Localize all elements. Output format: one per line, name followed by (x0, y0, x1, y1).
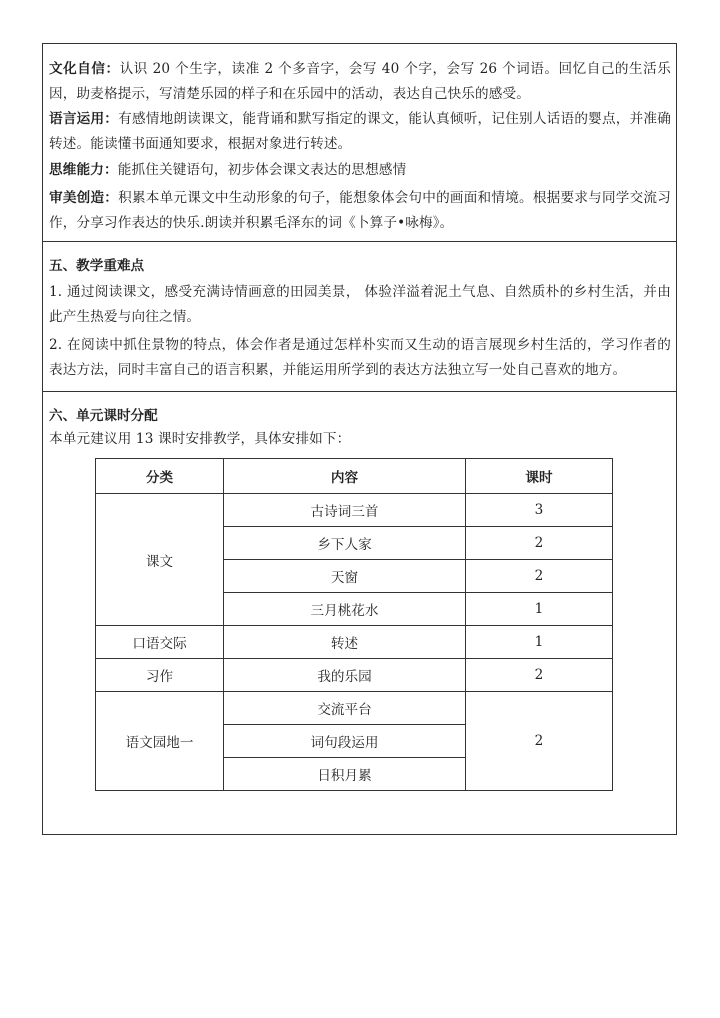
schedule-table (95, 458, 613, 791)
category-cell: 口语交际 (96, 626, 224, 659)
content-cell: 我的乐园 (224, 659, 466, 692)
category-cell: 语文园地一 (96, 692, 224, 791)
hours-cell: 2 (466, 560, 613, 593)
hours-cell: 1 (466, 593, 613, 626)
table-row (96, 626, 613, 659)
header-category: 分类 (96, 459, 224, 494)
key-points-heading: 五、教学重难点 (49, 258, 145, 274)
key-points-section (43, 242, 676, 392)
document-frame (42, 43, 677, 835)
hours-cell: 2 (466, 527, 613, 560)
table-row (96, 494, 613, 527)
content-cell: 乡下人家 (224, 527, 466, 560)
schedule-intro: 本单元建议用 13 课时安排教学，具体安排如下： (49, 431, 351, 447)
content-cell: 三月桃花水 (224, 593, 466, 626)
content-cell: 转述 (224, 626, 466, 659)
key-point-1: 1. 通过阅读课文，感受充满诗情画意的田园美景， 体验洋溢着泥土气息、自然质朴的乡村生活，并由此产生热爱与向往之情。 (49, 284, 671, 325)
goals-section (43, 44, 676, 242)
table-header-row (96, 459, 613, 494)
content-cell: 古诗词三首 (224, 494, 466, 527)
goal-aesthetic: 审美创造：积累本单元课文中生动形象的句子，能想象体会句中的画面和情境。根据要求与同学交流习作，分享习作表达的快乐.朗读并积累毛泽东的词《卜算子•咏梅》。 (49, 190, 672, 231)
hours-cell: 3 (466, 494, 613, 527)
goal-thinking: 思维能力：能抓住关键语句，初步体会课文表达的思想感情 (49, 162, 407, 178)
content-cell: 天窗 (224, 560, 466, 593)
table-row (96, 659, 613, 692)
goal-culture: 文化自信：认识 20 个生字，读准 2 个多音字，会写 40 个字，会写 26 个词语。回忆自己的生活乐因，助麦格提示，写清楚乐园的样子和在乐园中的活动，表达自己快乐的感受。 (49, 61, 671, 102)
header-content: 内容 (224, 459, 466, 494)
category-cell: 课文 (96, 494, 224, 626)
header-hours: 课时 (466, 459, 613, 494)
hours-cell: 2 (466, 692, 613, 791)
goal-language: 语言运用：有感情地朗读课文，能背诵和默写指定的课文，能认真倾听，记住别人话语的婴点，并准确转述。能读懂书面通知要求，根据对象进行转述。 (49, 111, 672, 152)
category-cell: 习作 (96, 659, 224, 692)
content-cell: 交流平台 (224, 692, 466, 725)
hours-cell: 2 (466, 659, 613, 692)
schedule-heading: 六、单元课时分配 (49, 408, 158, 424)
content-cell: 日积月累 (224, 758, 466, 791)
content-cell: 词句段运用 (224, 725, 466, 758)
key-point-2: 2. 在阅读中抓住景物的特点，体会作者是通过怎样朴实而又生动的语言展现乡村生活的，学习作者的表达方法，同时丰富自己的语言积累，并能运用所学到的表达方法独立写一处自己喜欢的地方。 (49, 337, 671, 378)
schedule-section (43, 392, 676, 835)
table-row (96, 692, 613, 725)
hours-cell: 1 (466, 626, 613, 659)
